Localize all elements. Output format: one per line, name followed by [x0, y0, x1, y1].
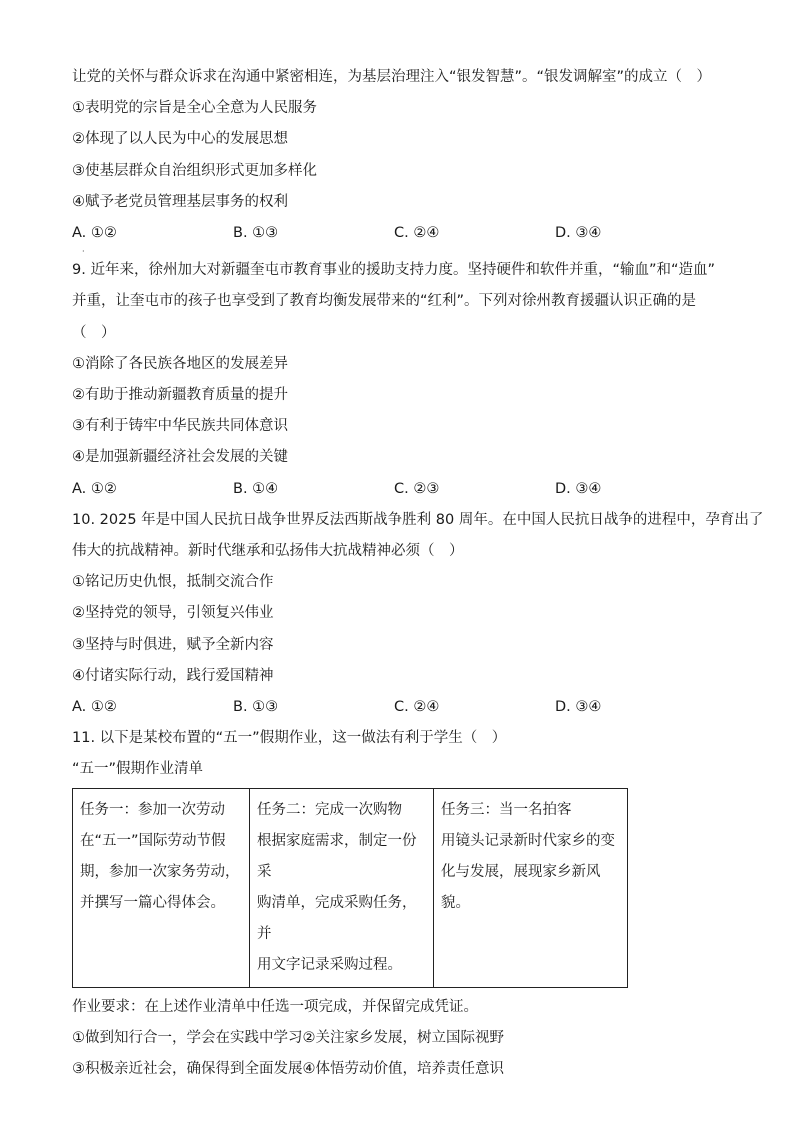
question-10 — [72, 505, 764, 723]
option-d: D. ③④ — [555, 225, 602, 242]
statements-line-2: ③积极亲近社会，确保得到全面发展④体悟劳动价值，培养责任意识 — [72, 1061, 504, 1078]
task-3-line: 貌。 — [441, 894, 470, 911]
task-1-title: 任务一：参加一次劳动 — [80, 801, 225, 818]
option-c: C. ②③ — [394, 480, 440, 497]
option-b: B. ①③ — [233, 225, 279, 242]
option-c: C. ②④ — [394, 699, 440, 716]
question-stem-line-2: 伟大的抗战精神。新时代继承和弘扬伟大抗战精神必须（ ） — [72, 543, 464, 560]
option-a: A. ①② — [72, 699, 117, 716]
option-a: A. ①② — [72, 225, 117, 242]
task-1-line: 期，参加一次家务劳动， — [80, 863, 240, 880]
task-cell-3 — [434, 788, 628, 987]
question-9 — [72, 255, 732, 505]
question-stem: 让党的关怀与群众诉求在沟通中紧密相连，为基层治理注入“银发智慧”。“银发调解室”的成立（ ） — [72, 69, 712, 85]
question-stem-line-1: 10. 2025 年是中国人民抗日战争世界反法西斯战争胜利 80 周年。在中国人民抗日战争的进程中，孕育出了 — [72, 511, 764, 528]
answer-options — [72, 692, 732, 723]
question-stem-line-1: 9. 近年来，徐州加大对新疆奎屯市教育事业的援助支持力度。坚持硬件和软件并重，“输血”和“造血” — [72, 262, 715, 279]
statement-1: ①表明党的宗旨是全心全意为人民服务 — [72, 100, 317, 117]
task-3-line: 用镜头记录新时代家乡的变 — [441, 832, 615, 849]
table-row — [73, 788, 628, 987]
statement-3: ③坚持与时俱进，赋予全新内容 — [72, 636, 274, 653]
question-stem-line-2: 并重，让奎屯市的孩子也享受到了教育均衡发展带来的“红利”。下列对徐州教育援疆认识正确的是 — [72, 293, 697, 310]
statement-3: ③使基层群众自治组织形式更加多样化 — [72, 162, 317, 179]
answer-options — [72, 218, 732, 249]
question-11 — [72, 723, 732, 1085]
statements-line-1: ①做到知行合一，学会在实践中学习②关注家乡发展，树立国际视野 — [72, 1029, 504, 1046]
question-8 — [72, 62, 732, 255]
task-cell-2 — [250, 788, 434, 987]
stray-dot: · — [82, 247, 85, 257]
statement-4: ④赋予老党员管理基层事务的权利 — [72, 193, 288, 210]
task-cell-1 — [73, 788, 250, 987]
option-d: D. ③④ — [555, 699, 602, 716]
option-d: D. ③④ — [555, 480, 602, 497]
statement-4: ④是加强新疆经济社会发展的关键 — [72, 449, 288, 466]
option-a: A. ①② — [72, 480, 117, 497]
task-1-line: 在“五一”国际劳动节假 — [80, 832, 226, 849]
exam-page — [72, 62, 764, 1085]
task-3-title: 任务三：当一名拍客 — [441, 801, 572, 818]
option-b: B. ①③ — [233, 699, 279, 716]
question-stem: 11. 以下是某校布置的“五一”假期作业，这一做法有利于学生（ ） — [72, 730, 507, 747]
statement-1: ①铭记历史仇恨，抵制交流合作 — [72, 574, 274, 591]
statement-2: ②坚持党的领导，引领复兴伟业 — [72, 605, 274, 622]
task-2-line: 用文字记录采购过程。 — [257, 956, 402, 973]
answer-options — [72, 474, 732, 505]
question-stem-line-3: （ ） — [72, 324, 116, 341]
statement-2: ②体现了以人民为中心的发展思想 — [72, 131, 288, 148]
option-b: B. ①④ — [233, 480, 279, 497]
statement-1: ①消除了各民族各地区的发展差异 — [72, 355, 288, 372]
option-c: C. ②④ — [394, 225, 440, 242]
table-title: “五一”假期作业清单 — [72, 761, 204, 778]
task-3-line: 化与发展，展现家乡新风 — [441, 863, 601, 880]
task-2-line: 根据家庭需求，制定一份采 — [257, 832, 417, 880]
statement-3: ③有利于铸牢中华民族共同体意识 — [72, 418, 288, 435]
task-2-title: 任务二：完成一次购物 — [257, 801, 402, 818]
statement-2: ②有助于推动新疆教育质量的提升 — [72, 387, 288, 404]
statement-4: ④付诸实际行动，践行爱国精神 — [72, 667, 274, 684]
task-1-line: 并撰写一篇心得体会。 — [80, 894, 225, 911]
homework-requirement: 作业要求：在上述作业清单中任选一项完成，并保留完成凭证。 — [72, 998, 478, 1015]
task-2-line: 购清单，完成采购任务，并 — [257, 894, 417, 942]
homework-table — [72, 788, 628, 988]
